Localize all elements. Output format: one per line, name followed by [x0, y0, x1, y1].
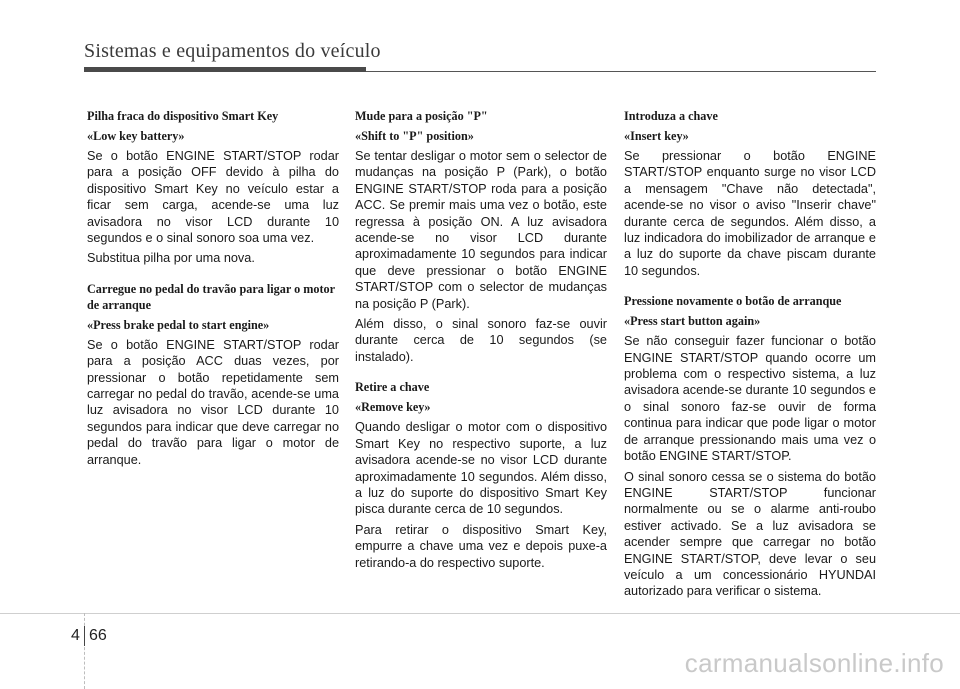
- paragraph: O sinal sonoro cessa se o sistema do botão ENGINE START/STOP funcionar normalmente ou se o alarme anti-roubo estiver activado. Se a luz avisadora se acender sempre que carregar no botão ENGINE START/STOP, deve levar o seu veículo a um concessionário HYUNDAI autorizado para verificar o sistema.: [624, 469, 876, 599]
- watermark: carmanualsonline.info: [684, 648, 944, 678]
- subheading: «Shift to "P" position»: [355, 129, 474, 143]
- subheading: «Remove key»: [355, 400, 431, 415]
- subheading: «Low key battery»: [87, 129, 185, 143]
- subheading: Mude para a posição "P": [355, 109, 488, 123]
- paragraph: Se tentar desligar o motor sem o selector de mudanças na posição P (Park), o botão ENGINE START/STOP roda para a posição ACC. Se premir mais uma vez o botão, este regressa à posição ON. A luz avisadora acende-se no visor LCD durante aproximadamente 10 segundos para indicar que deve pressionar o botão ENGINE START/STOP com o selector de mudanças na posição P (Park).: [355, 149, 607, 311]
- text-column-2: [355, 108, 607, 575]
- paragraph: Além disso, o sinal sonoro faz-se ouvir durante cerca de 10 segundos (se instalado).: [355, 317, 607, 364]
- section-title: Sistemas e equipamentos do veículo: [84, 40, 381, 62]
- subheading: Carregue no pedal do travão para ligar o motor de arranque: [87, 281, 335, 312]
- paragraph: Se o botão ENGINE START/STOP rodar para a posição ACC duas vezes, por pressionar o botão repetidamente sem carregar no pedal do travão, acende-se uma luz avisadora no visor LCD durante 10 segundos para indicar que deve carregar no pedal do travão para ligar o motor de arranque.: [87, 337, 339, 467]
- paragraph: Se pressionar o botão ENGINE START/STOP enquanto surge no visor LCD a mensagem "Chave não detectada", acende-se no visor o aviso "Inserir chave" durante cerca de segundos. Além disso, a luz indicadora do imobilizador de arranque e a luz do suporte da chave piscam durante 10 segundos.: [624, 149, 876, 278]
- subheading: Retire a chave: [355, 380, 430, 395]
- text-column-3: [624, 108, 876, 604]
- header-accent-bar: [84, 67, 366, 72]
- subheading: Pilha fraca do dispositivo Smart Key: [87, 109, 279, 123]
- subheading: «Press start button again»: [624, 314, 761, 329]
- section-gap: [355, 369, 607, 379]
- paragraph: Substitua pilha por uma nova.: [87, 251, 255, 266]
- paragraph: Quando desligar o motor com o dispositivo Smart Key no respectivo suporte, a luz avisadora acende-se no visor LCD durante aproximadamente 10 segundos. Além disso, a luz do suporte do dispositivo Smart Key pisca durante cerca de 10 segundos.: [355, 420, 607, 517]
- paragraph: Para retirar o dispositivo Smart Key, empurre a chave uma vez e depois puxe-a retirando-a do respectivo suporte.: [355, 522, 607, 570]
- footer-rule: [0, 613, 960, 614]
- paragraph: Se o botão ENGINE START/STOP rodar para a posição OFF devido à pilha do dispositivo Smart Key no veículo estar a ficar sem carga, acende-se uma luz avisadora no visor LCD durante 10 segundos e o sinal sonoro soa uma vez.: [87, 149, 339, 246]
- subheading: Pressione novamente o botão de arranque: [624, 294, 842, 309]
- subheading: «Press brake pedal to start engine»: [87, 317, 270, 332]
- page-number: 66: [89, 627, 107, 644]
- paragraph: Se não conseguir fazer funcionar o botão ENGINE START/STOP quando ocorre um problema com o respectivo sistema, a luz avisadora acende-se durante 10 segundos e o sinal sonoro faz-se ouvir de forma continua para indicar que pode ligar o motor de arranque pressionando mais uma vez o botão ENGINE START/STOP.: [624, 334, 876, 464]
- section-gap: [87, 271, 339, 281]
- footer-divider: [84, 613, 86, 689]
- subheading: Introduza a chave: [624, 109, 718, 123]
- text-column-1: [87, 108, 339, 472]
- section-gap: [624, 283, 876, 293]
- chapter-number: 4: [71, 627, 80, 644]
- subheading: «Insert key»: [624, 129, 689, 143]
- page-number-separator: [84, 626, 85, 646]
